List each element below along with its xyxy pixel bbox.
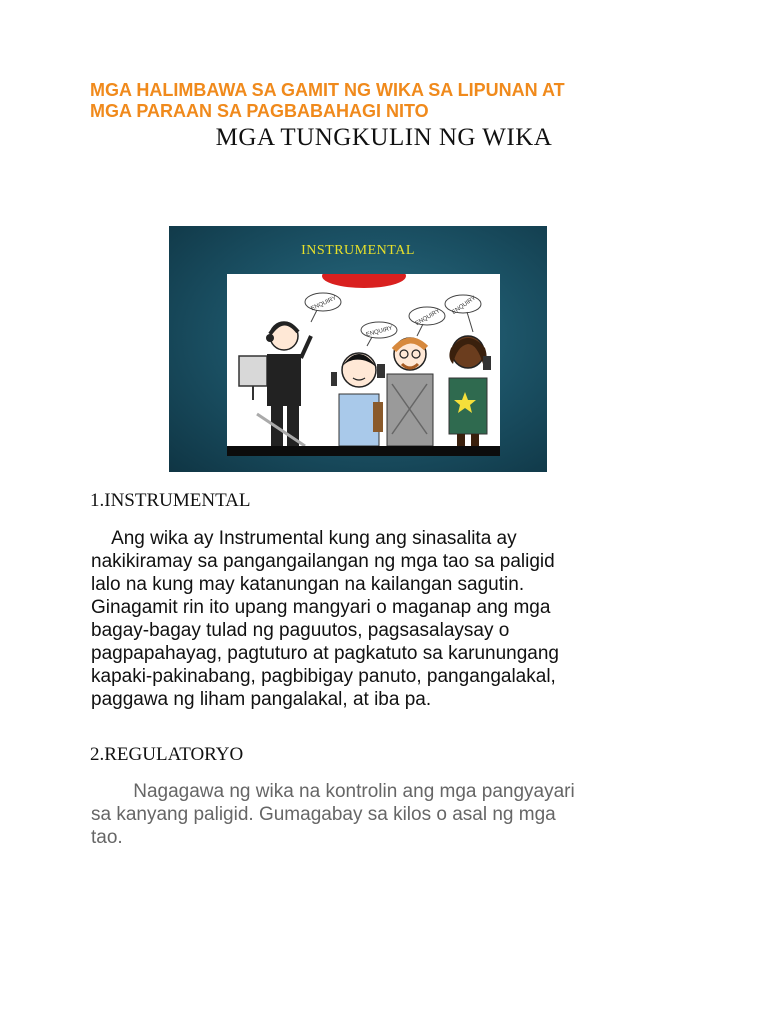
red-shape xyxy=(322,274,406,288)
speech-bubble-3 xyxy=(409,307,445,336)
paragraph-regulatoryo xyxy=(91,780,691,849)
figure-bottom-strip xyxy=(227,446,500,456)
speech-bubble-4 xyxy=(445,295,481,332)
svg-text:ENQUIRY: ENQUIRY xyxy=(365,325,394,339)
paragraph-line: paggawa ng liham pangalakal, at iba pa. xyxy=(91,689,432,710)
paragraph-line: pagpapahayag, pagtuturo at pagkatuto sa karunungang xyxy=(91,643,559,664)
speech-bubble-1 xyxy=(305,293,341,322)
person-dark-hair xyxy=(331,353,383,446)
figure-label: INSTRUMENTAL xyxy=(301,243,415,258)
people-with-phones-drawing xyxy=(227,274,500,446)
paragraph-line: bagay-bagay tulad ng paguutos, pagsasalaysay o xyxy=(91,620,510,641)
svg-text:ENQUIRY: ENQUIRY xyxy=(451,295,478,316)
paragraph-line: nakikiramay sa pangangailangan ng mga tao sa paligid xyxy=(91,551,555,572)
paragraph-line: Ginagamit rin ito upang mangyari o maganap ang mga xyxy=(91,597,551,618)
paragraph-line: Nagagawa ng wika na kontrolin ang mga pangyayari xyxy=(91,781,575,802)
paragraph-line: lalo na kung may katanungan na kailangan sagutin. xyxy=(91,574,525,595)
document-title: MGA TUNGKULIN NG WIKA xyxy=(215,124,553,151)
person-with-glasses xyxy=(377,338,433,446)
person-curly-hair xyxy=(449,336,491,446)
figure-panel xyxy=(227,274,500,446)
paragraph-line: sa kanyang paligid. Gumagabay sa kilos o asal ng mga xyxy=(91,804,556,825)
section-heading-regulatoryo: 2.REGULATORYO xyxy=(90,744,244,765)
paragraph-line: kapaki-pakinabang, pagbibigay panuto, pangangalakal, xyxy=(91,666,556,687)
person-with-headset xyxy=(239,322,311,446)
svg-text:ENQUIRY: ENQUIRY xyxy=(310,295,338,313)
document-header xyxy=(90,80,690,122)
header-line-2: MGA PARAAN SA PAGBABAHAGI NITO xyxy=(90,101,429,121)
paragraph-line: tao. xyxy=(91,827,123,848)
svg-text:ENQUIRY: ENQUIRY xyxy=(414,308,442,328)
header-line-1: MGA HALIMBAWA SA GAMIT NG WIKA SA LIPUNAN AT xyxy=(90,80,565,100)
paragraph-instrumental xyxy=(91,527,691,711)
paragraph-line: Ang wika ay Instrumental kung ang sinasalita ay xyxy=(91,528,517,549)
instrumental-illustration xyxy=(169,226,547,472)
section-heading-instrumental: 1.INSTRUMENTAL xyxy=(90,490,251,511)
speech-bubble-2 xyxy=(361,322,397,346)
